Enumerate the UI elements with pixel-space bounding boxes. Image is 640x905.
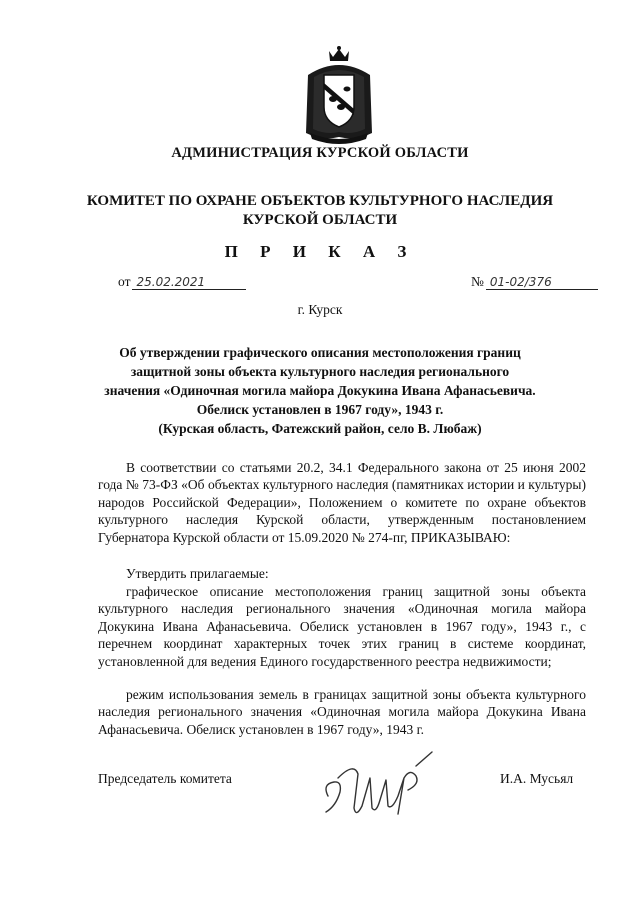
date-value-handwritten: 25.02.2021	[132, 275, 246, 290]
signer-title: Председатель комитета	[98, 771, 232, 786]
committee-title-line2: КУРСКОЙ ОБЛАСТИ	[242, 212, 398, 228]
committee-title-line1: КОМИТЕТ ПО ОХРАНЕ ОБЪЕКТОВ КУЛЬТУРНОГО НАСЛЕДИЯ	[86, 193, 554, 209]
document-type-title: П Р И К А З	[224, 242, 416, 261]
subject-line: Об утверждении графического описания местоположения границ	[119, 345, 521, 360]
administration-title: АДМИНИСТРАЦИЯ КУРСКОЙ ОБЛАСТИ	[171, 145, 469, 161]
order-date	[118, 274, 246, 290]
city-line: г. Курск	[297, 302, 343, 317]
signer-name: И.А. Мусьял	[500, 771, 574, 786]
body-paragraph-land-use-regime: режим использования земель в границах защитной зоны объекта культурного наследия регионального значения «Одиночная могила майора Докукина Ивана Афанасьевича. Обелиск установлен в 1967 году», 1943 г.	[98, 687, 586, 737]
body-paragraph-legal-basis: В соответствии со статьями 20.2, 34.1 Федерального закона от 25 июня 2002 года № 73-ФЗ «Об объектах культурного наследия (памятниках истории и культуры) народов Российской Федерации», Положением о комитете по охране объектов культурного наследия Курской области, утвержденным постановлением Губернатора Курской области от 15.09.2020 № 274-пг, ПРИКАЗЫВАЮ:	[98, 460, 586, 545]
number-value-handwritten: 01-02/376	[486, 275, 598, 290]
handwritten-signature	[320, 748, 440, 820]
subject-line: (Курская область, Фатежский район, село В. Любаж)	[158, 421, 482, 436]
body-paragraph-graphic-description: графическое описание местоположения границ защитной зоны объекта культурного наследия регионального значения «Одиночная могила майора Докукина Ивана Афанасьевича. Обелиск установлен в 1967 году», 1943 г., с перечнем координат характерных точек этих границ в системе координат, установленной для ведения Единого государственного реестра недвижимости;	[98, 584, 586, 669]
body-paragraph-approve: Утвердить прилагаемые:	[126, 566, 269, 581]
date-prefix: от	[118, 274, 131, 289]
coat-of-arms-icon	[300, 45, 378, 145]
subject-line: Обелиск установлен в 1967 году», 1943 г.	[196, 402, 444, 417]
number-prefix: №	[471, 274, 484, 289]
order-number	[471, 274, 598, 290]
subject-line: защитной зоны объекта культурного наследия регионального	[130, 364, 510, 379]
subject-line: значения «Одиночная могила майора Докукина Ивана Афанасьевича.	[104, 383, 536, 398]
